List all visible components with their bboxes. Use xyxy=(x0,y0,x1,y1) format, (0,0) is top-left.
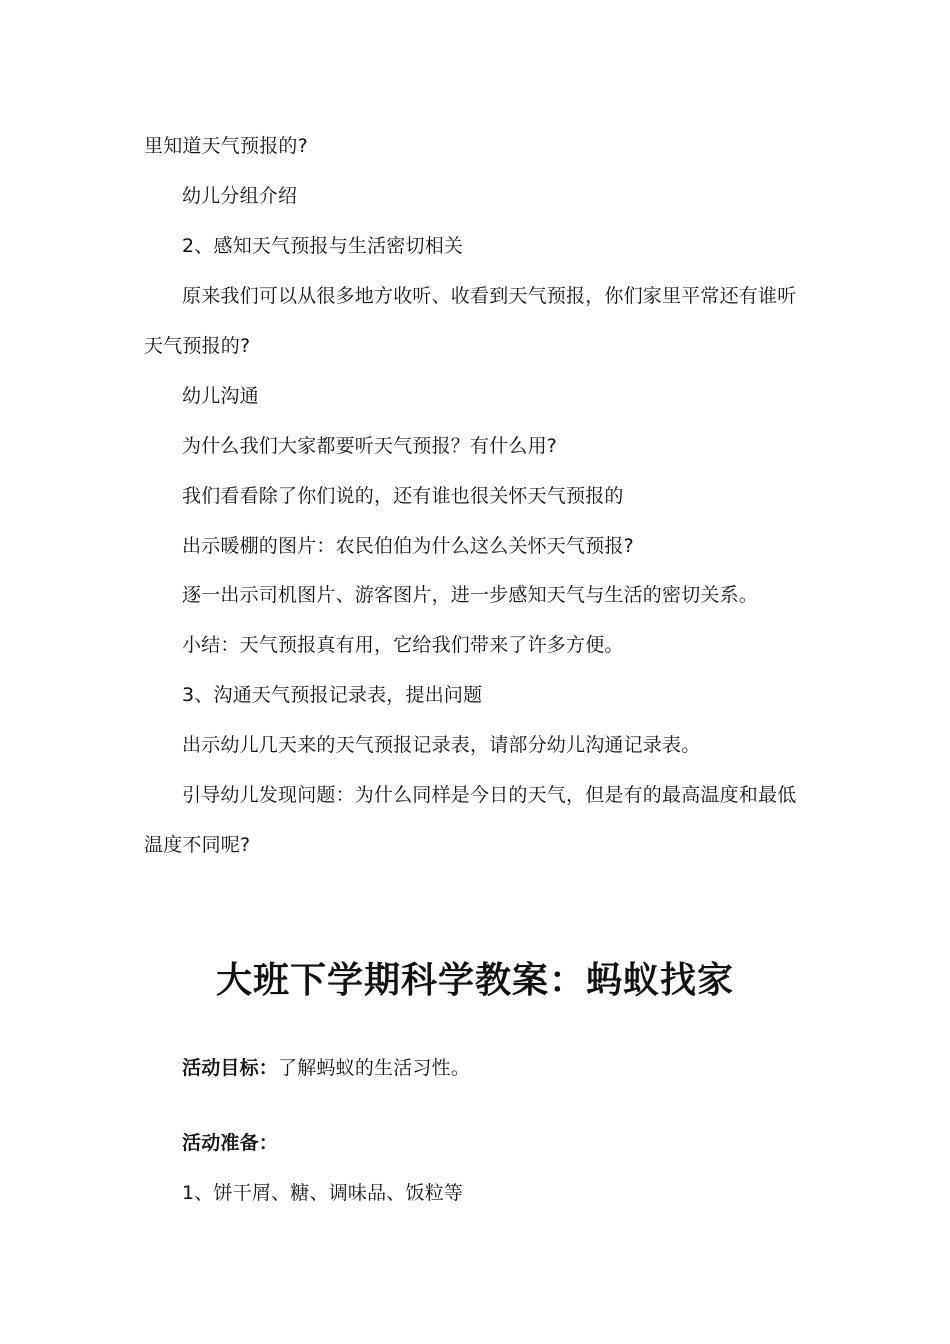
paragraph-line: 小结：天气预报真有用，它给我们带来了许多方便。 xyxy=(182,634,624,656)
activity-goal xyxy=(182,1059,470,1078)
activity-goal-text: 了解蚂蚁的生活习性。 xyxy=(278,1057,471,1079)
activity-goal-label: 活动目标： xyxy=(182,1057,279,1079)
paragraph-line: 幼儿分组介绍 xyxy=(182,185,298,207)
paragraph-line: 为什么我们大家都要听天气预报？有什么用? xyxy=(182,435,558,457)
paragraph-line: 天气预报的? xyxy=(144,335,251,357)
paragraph-line: 出示暖棚的图片：农民伯伯为什么这么关怀天气预报? xyxy=(182,535,634,557)
paragraph-line: 温度不同呢? xyxy=(144,834,251,856)
paragraph-line: 幼儿沟通 xyxy=(182,385,259,407)
paragraph-line: 3、沟通天气预报记录表，提出问题 xyxy=(182,684,483,706)
activity-prep-label: 活动准备： xyxy=(182,1132,279,1154)
paragraph-line: 2、感知天气预报与生活密切相关 xyxy=(182,235,464,257)
paragraph-line: 出示幼儿几天来的天气预报记录表，请部分幼儿沟通记录表。 xyxy=(182,734,701,756)
paragraph-line: 里知道天气预报的? xyxy=(144,135,308,157)
paragraph-line: 引导幼儿发现问题：为什么同样是今日的天气，但是有的最高温度和最低 xyxy=(182,784,797,806)
prep-item: 1、饼干屑、糖、调味品、饭粒等 xyxy=(182,1182,464,1204)
paragraph-line: 逐一出示司机图片、游客图片，进一步感知天气与生活的密切关系。 xyxy=(182,584,759,606)
activity-prep xyxy=(182,1134,278,1153)
paragraph-line: 原来我们可以从很多地方收听、收看到天气预报，你们家里平常还有谁听 xyxy=(182,285,797,307)
section-title: 大班下学期科学教案：蚂蚁找家 xyxy=(215,960,734,1001)
paragraph-line: 我们看看除了你们说的，还有谁也很关怀天气预报的 xyxy=(182,485,624,507)
